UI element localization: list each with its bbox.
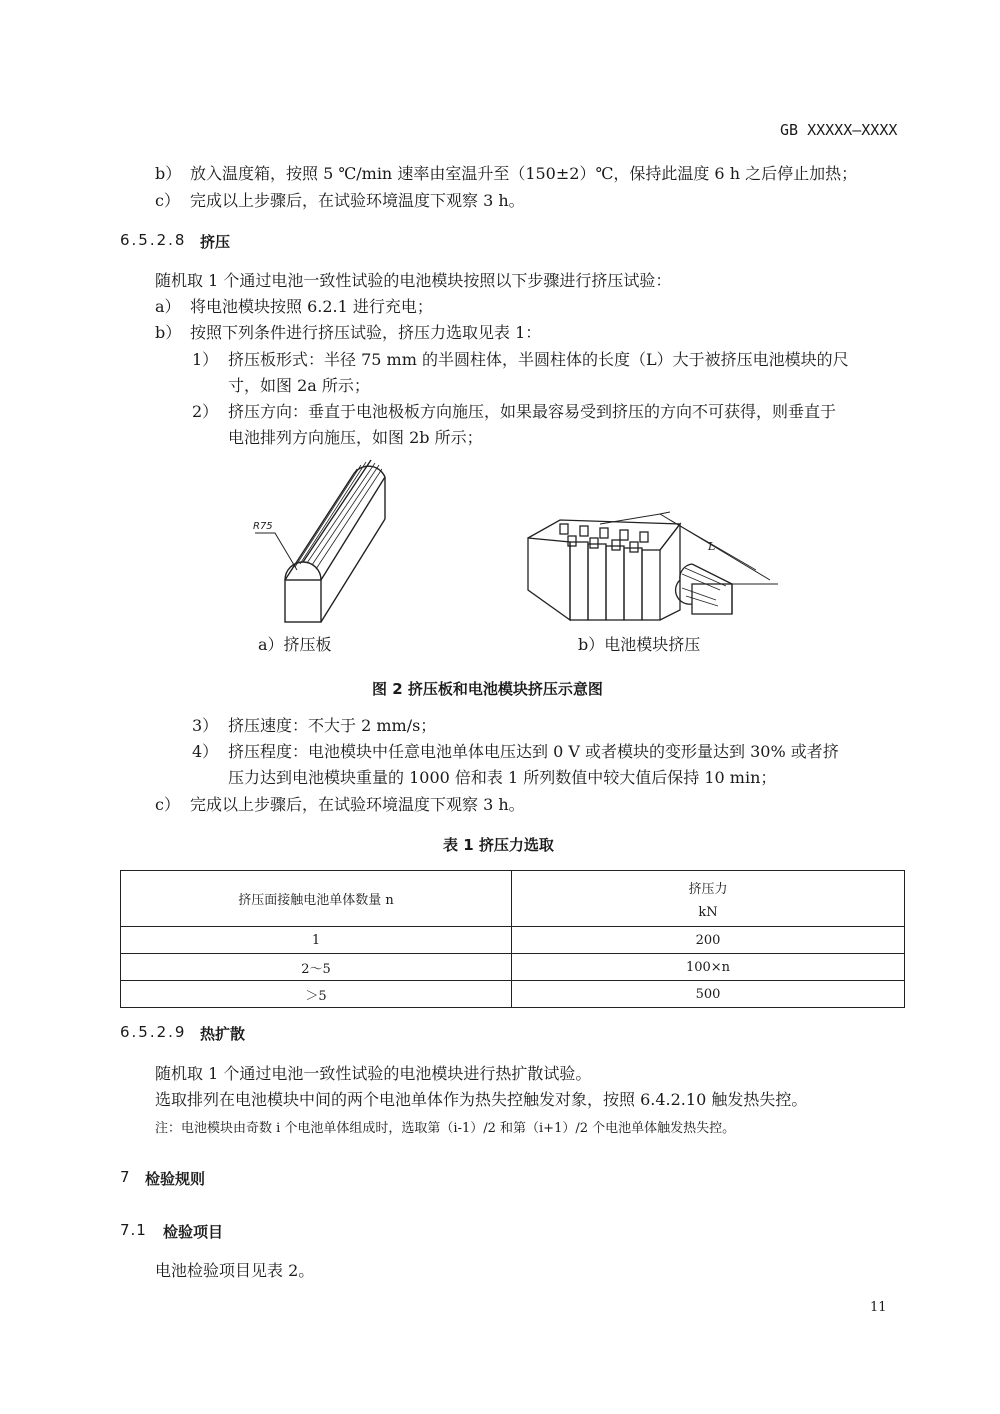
list-item-text: 放入温度箱，按照 5 ℃/min 速率由室温升至（150±2）℃，保持此温度 6 h 之后停止加热；: [190, 164, 858, 183]
sub-item-text: 压力达到电池模块重量的 1000 倍和表 1 所列数值中较大值后保持 10 min；: [228, 768, 777, 787]
page-number: 11: [870, 1300, 887, 1315]
list-item-text: 完成以上步骤后，在试验环境温度下观察 3 h。: [190, 795, 525, 814]
section-number: 7.1: [120, 1221, 147, 1239]
module-crush-figure: [520, 460, 790, 630]
table-row: [121, 927, 905, 954]
plate-front-face: [285, 580, 321, 622]
sub-item-marker: 4）: [192, 742, 219, 761]
section-number: 6.5.2.8: [120, 231, 187, 249]
sub-item-marker: 1）: [192, 350, 219, 369]
section-title: 挤压: [200, 233, 231, 251]
sub-item-text: 寸，如图 2a 所示；: [228, 376, 370, 395]
note: 注：电池模块由奇数 i 个电池单体组成时，选取第（i-1）/2 和第（i+1）/2 个电池单体触发热失控。: [155, 1121, 736, 1136]
table-cell-n: 2～5: [121, 954, 512, 981]
list-item-text: 将电池模块按照 6.2.1 进行充电；: [190, 297, 433, 316]
sub-item-marker: 3）: [192, 716, 219, 735]
sub-item-text: 电池排列方向施压，如图 2b 所示；: [228, 428, 483, 447]
item-marker: b）: [155, 323, 182, 342]
r75-label: R75: [253, 521, 273, 532]
crush-force-table: [120, 870, 905, 1008]
list-item-text: 按照下列条件进行挤压试验，挤压力选取见表 1：: [190, 323, 542, 342]
item-marker: b）: [155, 164, 182, 183]
paragraph: 随机取 1 个通过电池一致性试验的电池模块进行热扩散试验。: [155, 1064, 592, 1083]
figure-caption: 图 2 挤压板和电池模块挤压示意图: [372, 680, 603, 698]
length-label: L: [708, 540, 716, 553]
paragraph: 选取排列在电池模块中间的两个电池单体作为热失控触发对象，按照 6.4.2.10 触发热失控。: [155, 1090, 808, 1109]
sub-item-text: 挤压程度：电池模块中任意电池单体电压达到 0 V 或者模块的变形量达到 30% 或者挤: [228, 742, 839, 761]
table-cell-force: 200: [512, 927, 905, 954]
paragraph: 随机取 1 个通过电池一致性试验的电池模块按照以下步骤进行挤压试验：: [155, 271, 672, 290]
table-header-n: 挤压面接触电池单体数量 n: [121, 871, 512, 927]
figure-sublabel-b: b）电池模块挤压: [578, 635, 701, 654]
paragraph: 电池检验项目见表 2。: [155, 1261, 315, 1280]
section-number: 7: [120, 1168, 130, 1186]
list-item-text: 完成以上步骤后，在试验环境温度下观察 3 h。: [190, 191, 525, 210]
section-title: 检验规则: [145, 1170, 206, 1188]
sub-item-marker: 2）: [192, 402, 219, 421]
cell-front: [528, 538, 570, 620]
item-marker: c）: [155, 795, 180, 814]
table-header-force-unit: kN: [698, 904, 718, 920]
table-cell-force: 100×n: [512, 954, 905, 981]
sub-item-text: 挤压方向：垂直于电池极板方向施压，如果最容易受到挤压的方向不可获得，则垂直于: [228, 402, 837, 421]
section-title: 检验项目: [163, 1223, 224, 1241]
table-header-row: [121, 871, 905, 927]
item-marker: c）: [155, 191, 180, 210]
sub-item-text: 挤压速度：不大于 2 mm/s；: [228, 716, 437, 735]
document-code: GB XXXXX—XXXX: [780, 121, 898, 139]
table-cell-n: 1: [121, 927, 512, 954]
crush-plate-figure: [245, 455, 395, 630]
table-cell-n: ＞5: [121, 981, 512, 1008]
figure-sublabel-a: a）挤压板: [258, 635, 332, 654]
sub-item-text: 挤压板形式：半径 75 mm 的半圆柱体，半圆柱体的长度（L）大于被挤压电池模块的尺: [228, 350, 849, 369]
section-number: 6.5.2.9: [120, 1023, 187, 1041]
table-row: [121, 981, 905, 1008]
item-marker: a）: [155, 297, 181, 316]
table-row: [121, 954, 905, 981]
table-cell-force: 500: [512, 981, 905, 1008]
table-header-force-label: 挤压力: [688, 881, 728, 897]
section-title: 热扩散: [200, 1025, 246, 1043]
table-caption: 表 1 挤压力选取: [443, 836, 554, 854]
table-header-force: [512, 871, 905, 927]
